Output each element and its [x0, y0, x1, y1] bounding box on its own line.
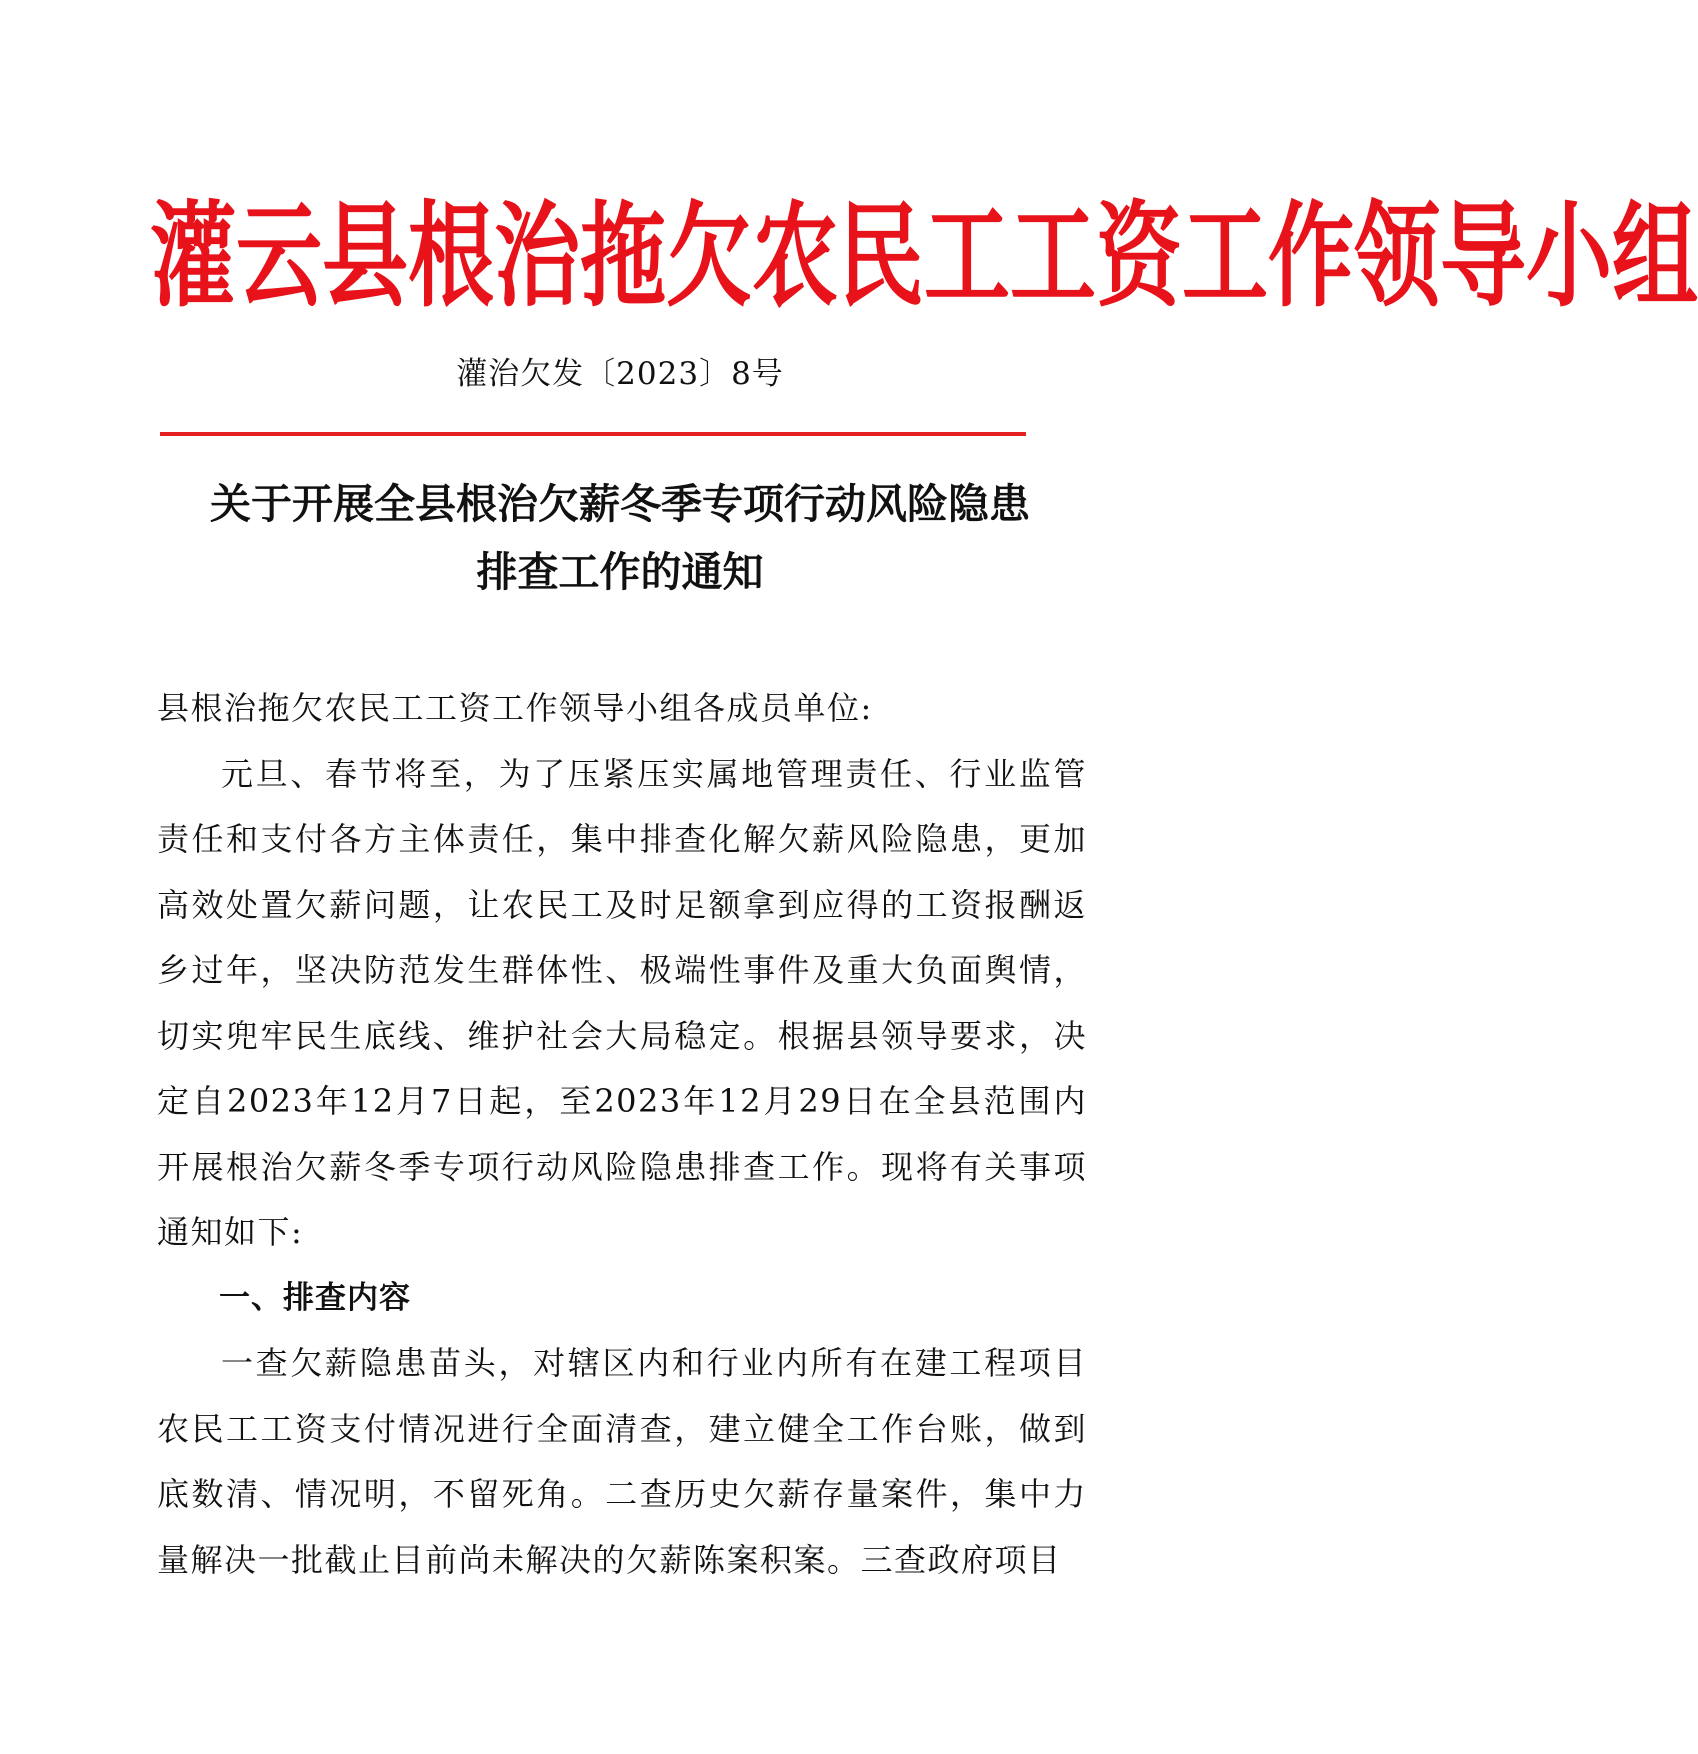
document-title: [150, 470, 1090, 606]
organization-header-char: 工: [1182, 191, 1268, 323]
organization-header-char: 治: [494, 191, 580, 323]
organization-header-char: 拖: [580, 191, 666, 323]
organization-header-char: 组: [1612, 191, 1698, 323]
section-heading-1: 一、排查内容: [219, 1279, 411, 1316]
document-body: [157, 676, 1087, 1593]
organization-header-char: 根: [408, 191, 494, 323]
organization-header-char: 县: [322, 191, 408, 323]
organization-header-char: 工: [1010, 191, 1096, 323]
organization-header-char: 民: [838, 191, 924, 323]
header-divider-line: [160, 432, 1026, 436]
salutation: 县根治拖欠农民工工资工作领导小组各成员单位:: [157, 689, 873, 727]
organization-header-char: 作: [1268, 191, 1354, 323]
organization-header-char: 小: [1526, 191, 1612, 323]
organization-header-char: 欠: [666, 191, 752, 323]
intro-paragraph: 元旦、春节将至，为了压紧压实属地管理责任、行业监管责任和支付各方主体责任，集中排查化解欠薪风险隐患，更加高效处置欠薪问题，让农民工及时足额拿到应得的工资报酬返乡过年，坚决防范发生群体性、极端性事件及重大负面舆情，切实兜牢民生底线、维护社会大局稳定。根据县领导要求，决定自2023年12月7日起，至2023年12月29日在全县范围内开展根治欠薪冬季专项行动风险隐患排查工作。现将有关事项通知如下:: [157, 754, 1087, 1251]
organization-header-char: 灌: [150, 191, 236, 323]
document-title-line-1: 关于开展全县根治欠薪冬季专项行动风险隐患: [210, 480, 1030, 528]
section-1-paragraph: 一查欠薪隐患苗头，对辖区内和行业内所有在建工程项目农民工工资支付情况进行全面清查，建立健全工作台账，做到底数清、情况明，不留死角。二查历史欠薪存量案件，集中力量解决一批截止目前尚未解决的欠薪陈案积案。三查政府项目: [157, 1344, 1087, 1579]
organization-header-char: 导: [1440, 191, 1526, 323]
organization-header-char: 资: [1096, 191, 1182, 323]
organization-header: [150, 158, 1698, 356]
organization-header-char: 云: [236, 191, 322, 323]
organization-header-char: 领: [1354, 191, 1440, 323]
document-title-line-2: 排查工作的通知: [476, 548, 764, 596]
organization-header-char: 农: [752, 191, 838, 323]
document-number: 灌治欠发〔2023〕8号: [456, 356, 784, 392]
organization-header-char: 工: [924, 191, 1010, 323]
